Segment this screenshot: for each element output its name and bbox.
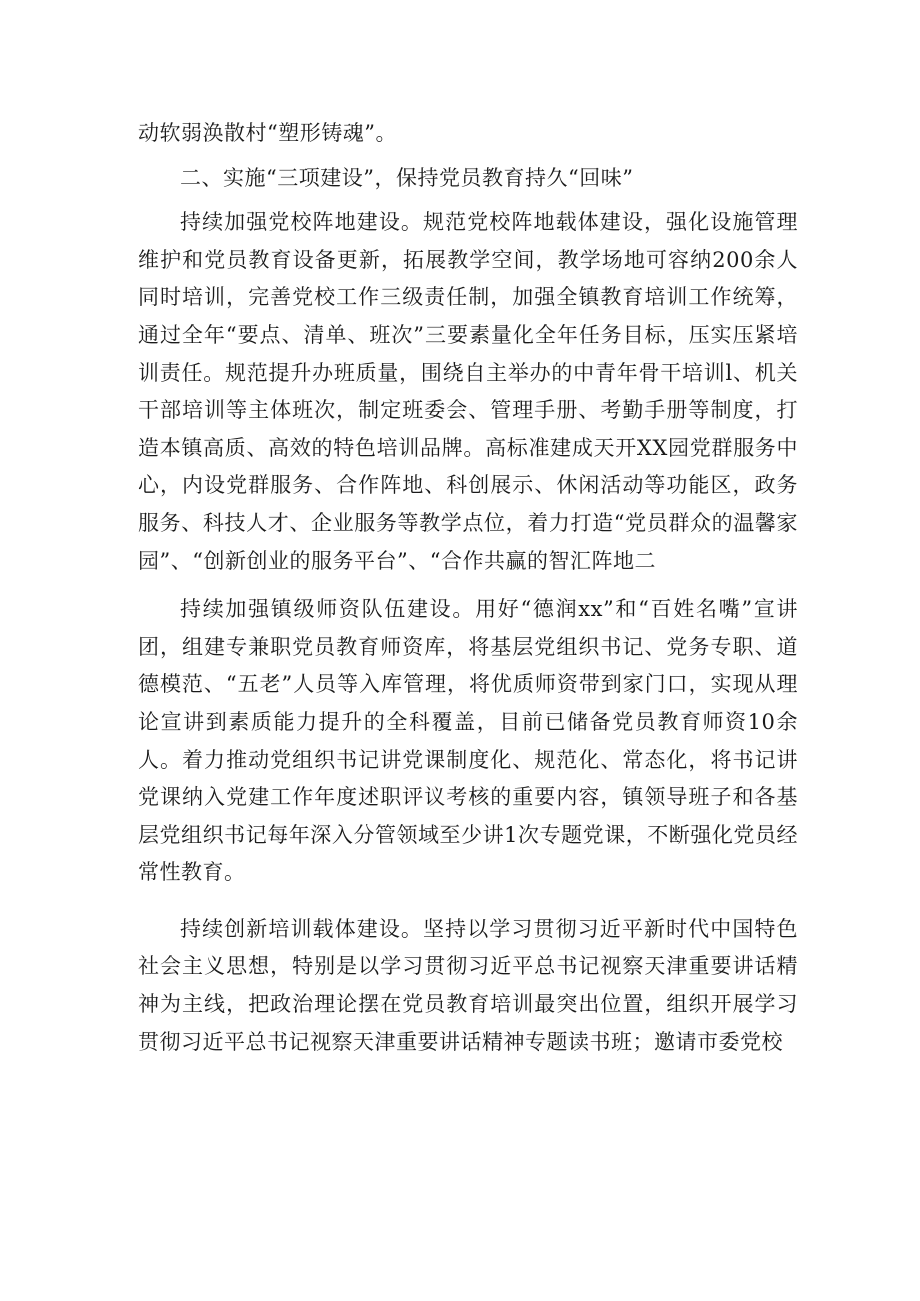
paragraph-continuation: 动软弱涣散村“塑形铸魂”。 (138, 121, 397, 145)
paragraph-training-carrier: 持续创新培训载体建设。坚持以学习贯彻习近平新时代中国特色社会主义思想，特别是以学习贯彻习近平总书记视察天津重要讲话精神为主线，把政治理论摆在党员教育培训最突出位置，组织开展学习贯彻习近平总书记视察天津重要讲话精神专题读书班；邀请市委党校 (138, 916, 798, 1054)
paragraph-teacher-team: 持续加强镇级师资队伍建设。用好“德润xx”和“百姓名嘴”宣讲团，组建专兼职党员教育师资库，将基层党组织书记、党务专职、道德模范、“五老”人员等入库管理，将优质师资带到家门口，实现从理论宣讲到素质能力提升的全科覆盖，目前已储备党员教育师资10余人。着力推动党组织书记讲党课制度化、规范化、常态化，将书记讲党课纳入党建工作年度述职评议考核的重要内容，镇领导班子和各基层党组织书记每年深入分管领域至少讲1次专题党课，不断强化党员经常性教育。 (138, 597, 798, 885)
paragraph-party-school: 持续加强党校阵地建设。规范党校阵地载体建设，强化设施管理维护和党员教育设备更新，拓展教学空间，教学场地可容纳200余人同时培训，完善党校工作三级责任制，加强全镇教育培训工作统筹，通过全年“要点、清单、班次”三要素量化全年任务目标，压实压紧培训责任。规范提升办班质量，围绕自主举办的中青年骨干培训l、机关干部培训等主体班次，制定班委会、管理手册、考勤手册等制度，打造本镇高质、高效的特色培训品牌。高标准建成天开XX园党群服务中心，内设党群服务、合作阵地、科创展示、休闲活动等功能区，政务服务、科技人才、企业服务等教学点位，着力打造“党员群众的温馨家园”、“创新创业的服务平台”、“合作共赢的智汇阵地二 (138, 210, 798, 573)
document-body (138, 115, 798, 1061)
section-heading: 二、实施“三项建设”，保持党员教育持久“回味” (180, 165, 634, 190)
